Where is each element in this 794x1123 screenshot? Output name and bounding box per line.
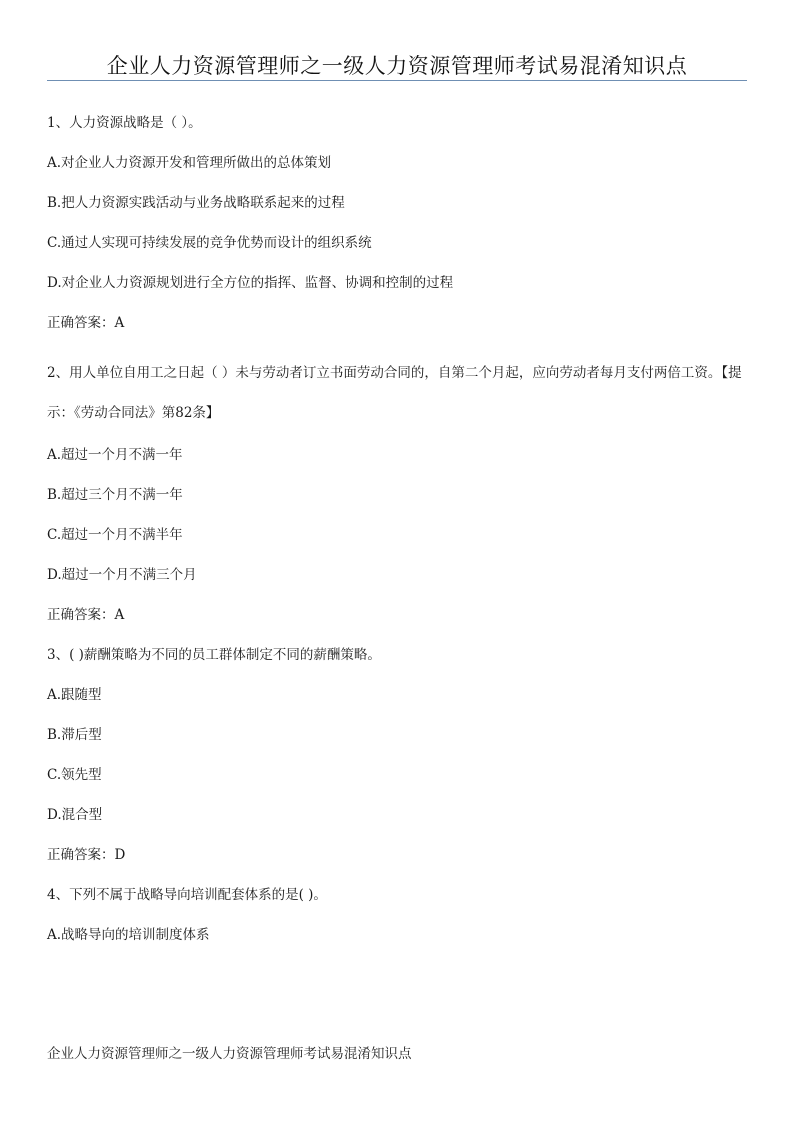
question-4 xyxy=(47,885,747,945)
option-d: D.混合型 xyxy=(47,807,103,823)
title-divider xyxy=(47,80,747,81)
question-stem: 4、下列不属于战略导向培训配套体系的是( )。 xyxy=(47,887,327,903)
page-footer: 企业人力资源管理师之一级人力资源管理师考试易混淆知识点 xyxy=(47,1046,412,1062)
option-c: C.通过人实现可持续发展的竞争优势而设计的组织系统 xyxy=(47,235,372,251)
question-stem: 1、人力资源战略是（ ）。 xyxy=(47,115,202,131)
question-stem: 3、( )薪酬策略为不同的员工群体制定不同的薪酬策略。 xyxy=(47,647,381,663)
question-3 xyxy=(47,645,747,865)
correct-answer: 正确答案：A xyxy=(47,607,125,623)
option-a: A.跟随型 xyxy=(47,687,102,703)
question-2 xyxy=(47,353,747,625)
option-a: A.战略导向的培训制度体系 xyxy=(47,927,210,943)
option-b: B.超过三个月不满一年 xyxy=(47,487,183,503)
option-b: B.滞后型 xyxy=(47,727,102,743)
correct-answer: 正确答案：D xyxy=(47,847,126,863)
option-c: C.领先型 xyxy=(47,767,102,783)
option-d: D.超过一个月不满三个月 xyxy=(47,567,197,583)
option-c: C.超过一个月不满半年 xyxy=(47,527,183,543)
document-title: 企业人力资源管理师之一级人力资源管理师考试易混淆知识点 xyxy=(106,54,688,78)
option-b: B.把人力资源实践活动与业务战略联系起来的过程 xyxy=(47,195,345,211)
question-list xyxy=(47,113,747,965)
question-1 xyxy=(47,113,747,333)
correct-answer: 正确答案：A xyxy=(47,315,125,331)
option-a: A.对企业人力资源开发和管理所做出的总体策划 xyxy=(47,155,332,171)
question-stem: 2、用人单位自用工之日起（ ）未与劳动者订立书面劳动合同的，自第二个月起，应向劳动者每月支付两倍工资。【提示：《劳动合同法》第82条】 xyxy=(47,365,742,421)
option-a: A.超过一个月不满一年 xyxy=(47,447,183,463)
option-d: D.对企业人力资源规划进行全方位的指挥、监督、协调和控制的过程 xyxy=(47,275,454,291)
